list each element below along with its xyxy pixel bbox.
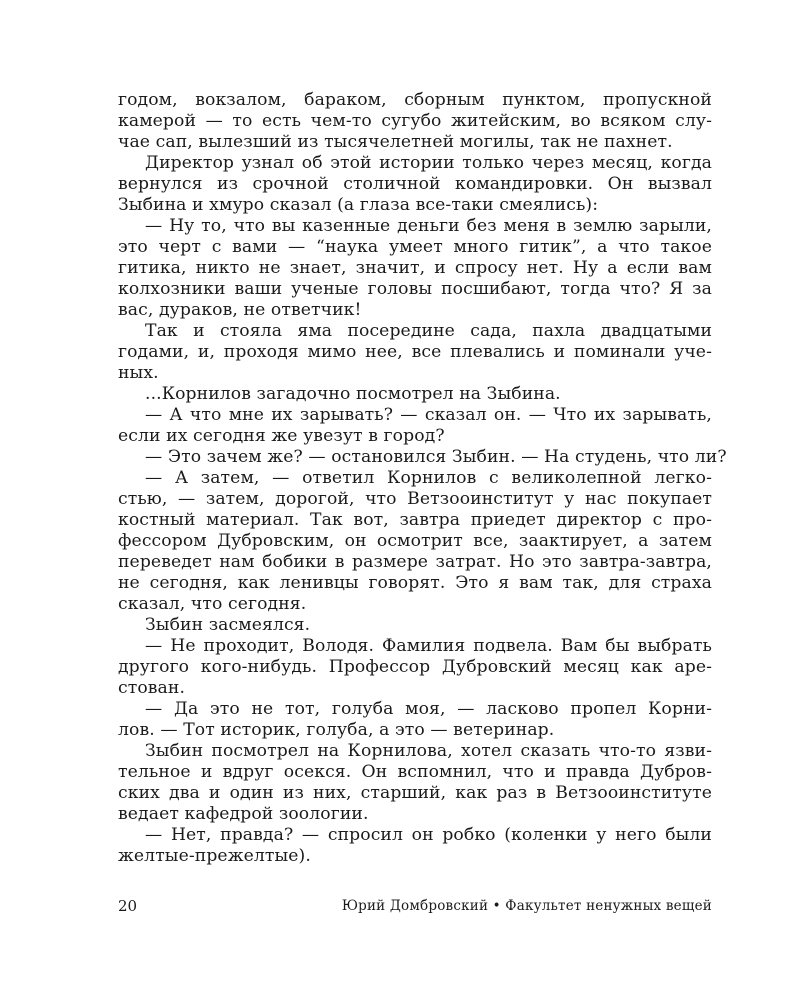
text-line: — Ну то, что вы казенные деньги без меня в землю зарыли, (145, 216, 712, 236)
text-line: Директор узнал об этой истории только через месяц, когда (145, 153, 712, 173)
text-line: костный материал. Так вот, завтра приедет директор с про- (118, 510, 712, 530)
text-line: — Это зачем же? — остановился Зыбин. — На студень, что ли? (145, 447, 727, 467)
text-line: — Не проходит, Володя. Фамилия подвела. Вам бы выбрать (145, 636, 712, 656)
running-head: Юрий Домбровский • Факультет ненужных вещей (341, 898, 712, 914)
text-line: Так и стояла яма посередине сада, пахла двадцатыми (145, 321, 712, 341)
text-line: Зыбин засмеялся. (145, 615, 311, 635)
text-line: — А что мне их зарывать? — сказал он. — Что их зарывать, (145, 405, 712, 425)
text-line: — А затем, — ответил Корнилов с великолепной легко- (145, 468, 712, 488)
text-line: ских два и один из них, старший, как раз в Ветзооинституте (118, 783, 712, 803)
text-line: годом, вокзалом, бараком, сборным пунктом, пропускной (118, 90, 712, 110)
text-line: Зыбин посмотрел на Корнилова, хотел сказать что-то язви- (145, 741, 712, 761)
text-line: если их сегодня же увезут в город? (118, 426, 445, 446)
text-line: лов. — Тот историк, голуба, а это — ветеринар. (118, 720, 555, 740)
page-footer (118, 897, 712, 917)
text-line: камерой — то есть чем-то сугубо житейским, во всяком слу- (118, 111, 712, 131)
text-line: колхозники ваши ученые головы посшибают, тогда что? Я за (118, 279, 712, 299)
text-line: стован. (118, 678, 186, 698)
text-line: желтые-прежелтые). (118, 846, 311, 866)
text-line: сказал, что сегодня. (118, 594, 307, 614)
text-line: ...Корнилов загадочно посмотрел на Зыбина. (145, 384, 561, 404)
page-number: 20 (118, 897, 138, 915)
text-line: годами, и, проходя мимо нее, все плевались и поминали уче- (118, 342, 712, 362)
text-line: другого кого-нибудь. Профессор Дубровский месяц как аре- (118, 657, 712, 677)
text-line: не сегодня, как ленивцы говорят. Это я вам так, для страха (118, 573, 712, 593)
text-line: — Нет, правда? — спросил он робко (коленки у него были (145, 825, 712, 845)
text-line: чае сап, вылезший из тысячелетней могилы, так не пахнет. (118, 132, 673, 152)
text-line: стью, — затем, дорогой, что Ветзооинститут у нас покупает (118, 489, 712, 509)
text-line: это черт с вами — “наука умеет много гитик”, а что такое (118, 237, 712, 257)
text-line: вас, дураков, не ответчик! (118, 300, 362, 320)
text-line: переведет нам бобики в размере затрат. Но это завтра-завтра, (118, 552, 712, 572)
text-line: вернулся из срочной столичной командировки. Он вызвал (118, 174, 712, 194)
text-line: фессором Дубровским, он осмотрит все, заактирует, а затем (118, 531, 712, 551)
text-line: гитика, никто не знает, значит, и спросу нет. Ну а если вам (118, 258, 712, 278)
text-line: — Да это не тот, голуба моя, — ласково пропел Корни- (145, 699, 712, 719)
book-page-text (118, 90, 727, 867)
text-line: Зыбина и хмуро сказал (а глаза все-таки смеялись): (118, 195, 599, 215)
text-line: ведает кафедрой зоологии. (118, 804, 369, 824)
text-line: ных. (118, 363, 159, 383)
text-line: тельное и вдруг осекся. Он вспомнил, что и правда Дубров- (118, 762, 712, 782)
